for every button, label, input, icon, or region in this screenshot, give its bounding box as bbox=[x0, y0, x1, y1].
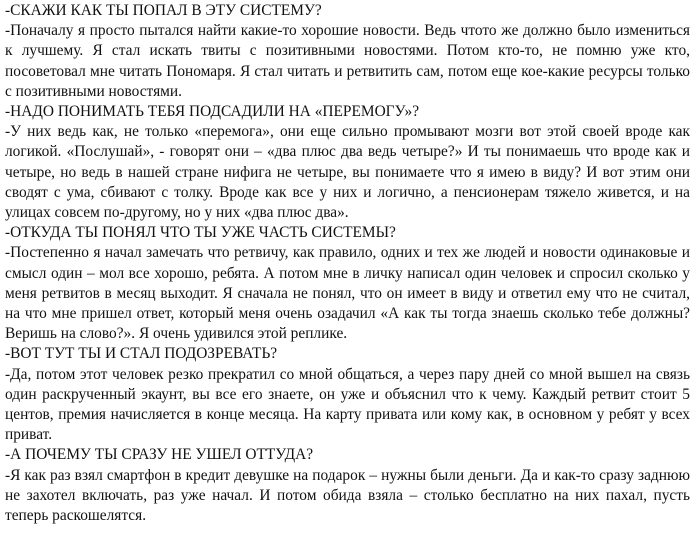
answer-1: -Поначалу я просто пытался найти какие-то хорошие новости. Ведь чтото же должно было измениться к лучшему. Я стал искать твиты с позитивными новостями. Потом кто-то, не помню уже кто, посоветовал мне читать Пономаря. Я стал читать и ретвитить сам, потом еще кое-какие ресурсы только с позитивными новостями. bbox=[5, 22, 690, 100]
answer-5: -Я как раз взял смартфон в кредит девушке на подарок – нужны были деньги. Да и как-то сразу заднюю не захотел включать, раз уже начал. И потом обида взяла – столько бесплатно на них пахал, пусть теперь раскошелятся. bbox=[5, 466, 690, 525]
question-2: -НАДО ПОНИМАТЬ ТЕБЯ ПОДСАДИЛИ НА «ПЕРЕМОГУ»? bbox=[5, 103, 420, 121]
question-5: -А ПОЧЕМУ ТЫ СРАЗУ НЕ УШЕЛ ОТТУДА? bbox=[5, 446, 314, 464]
answer-4: -Да, потом этот человек резко прекратил со мной общаться, а через пару дней со мной вышел на связь один раскрученный экаунт, вы все его знаете, он уже и объяснил что к чему. Каждый ретвит стоит 5 центов, премия начисляется в конце месяца. На карту привата или кому как, в основном у ребят у всех приват. bbox=[5, 365, 690, 444]
answer-2: -У них ведь как, не только «перемога», они еще сильно промывают мозги вот этой своей вроде как логикой. «Послушай», - говорят они – «два плюс два ведь четыре?» И ты понимаешь что вроде как и четыре, но ведь в нашей стране нифига не четыре, вы понимаете что я имею в виду? И вот этим они сводят с ума, сбивают с толку. Вроде как все у них и логично, а пенсионерам тяжело живется, и на улицах совсем по-другому, но у них «два плюс два». bbox=[5, 123, 690, 222]
question-1: -СКАЖИ КАК ТЫ ПОПАЛ В ЭТУ СИСТЕМУ? bbox=[5, 2, 322, 19]
answer-3: -Постепенно я начал замечать что ретвичу, как правило, одних и тех же людей и новости одинаковые и смысл один – мол все хорошо, ребята. А потом мне в личку написал один человек и спросил сколько у меня ретвитов в месяц выходит. Я сначала не понял, что он имеет в виду и ответил ему что не считал, на что мне пришел ответ, который меня очень озадачил «А как ты тогда знаешь сколько тебе должны? Веришь на слово?». Я очень удивился этой реплике. bbox=[5, 244, 690, 343]
question-4: -ВОТ ТУТ ТЫ И СТАЛ ПОДОЗРЕВАТЬ? bbox=[5, 345, 278, 363]
question-3: -ОТКУДА ТЫ ПОНЯЛ ЧТО ТЫ УЖЕ ЧАСТЬ СИСТЕМЫ? bbox=[5, 224, 396, 242]
